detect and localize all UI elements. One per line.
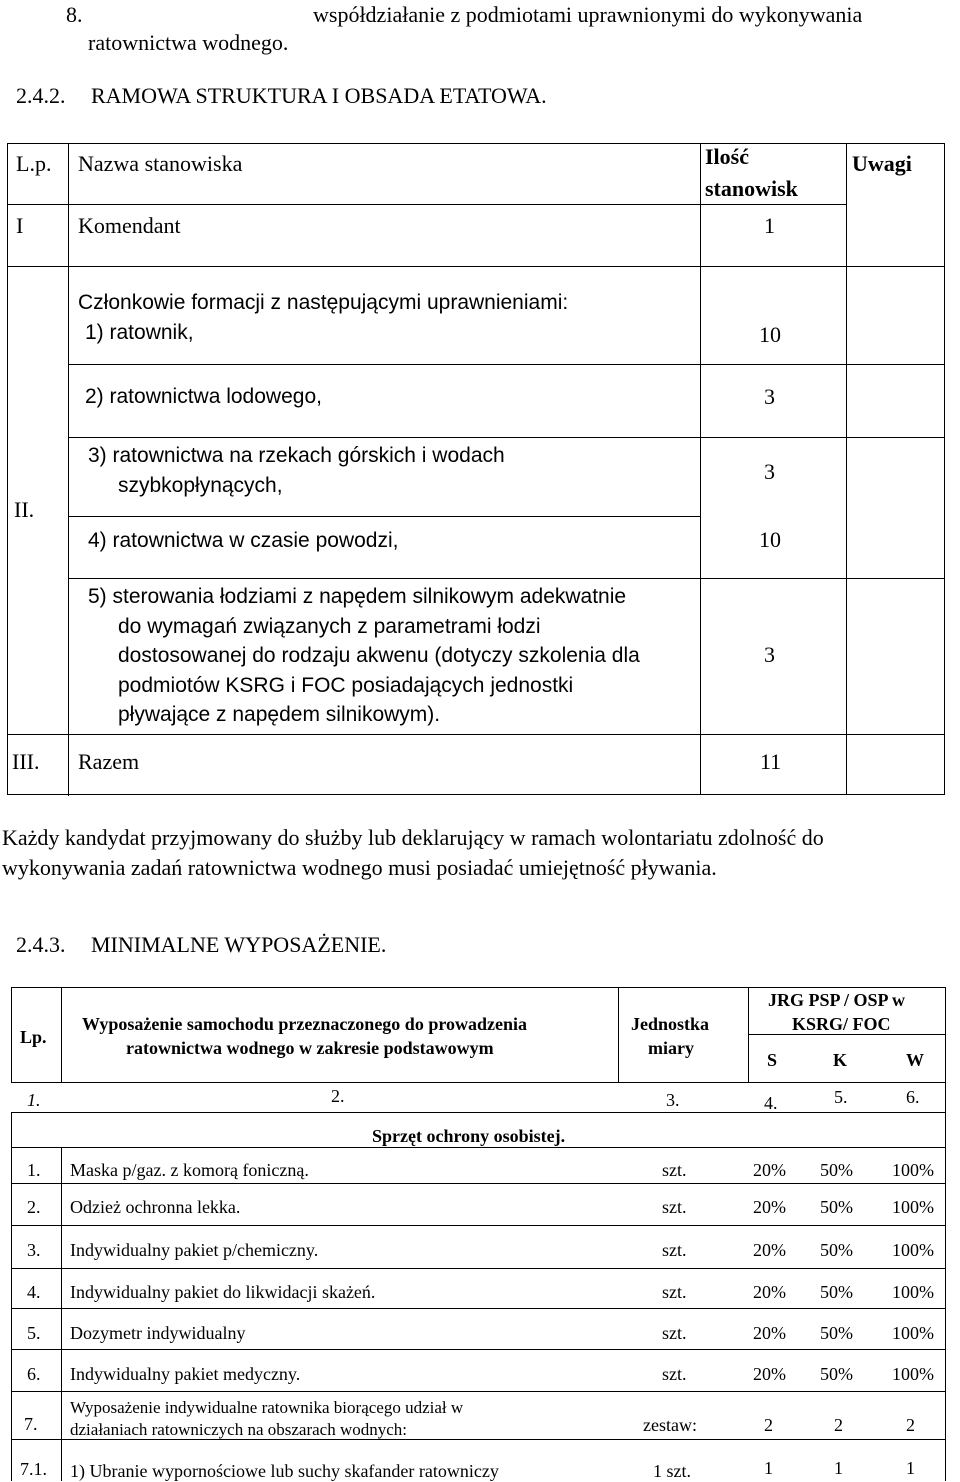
header-unit-line1: Jednostka [631,1014,710,1034]
row-w: 100% [892,1160,934,1180]
sub-item-5-line5: pływające z napędem silnikowym). [118,703,441,726]
header-position-name: Nazwa stanowiska [78,151,243,176]
sub-item-3-line2: szybkopłynących, [118,474,283,497]
row-lp: 7. [24,1414,38,1434]
row-name: Indywidualny pakiet medyczny. [70,1364,301,1384]
row-name-line2: działaniach ratowniczych na obszarach wodnych: [70,1420,408,1439]
sub-item-5-line4: podmiotów KSRG i FOC posiadających jednostki [118,674,574,697]
column-number: 3. [666,1090,680,1110]
row-name: 1) Ubranie wypornościowe lub suchy skafander ratowniczy [70,1461,499,1481]
header-group-line2: KSRG/ FOC [792,1014,891,1034]
header-group-line1: JRG PSP / OSP w [768,990,906,1010]
row-name: Odzież ochronna lekka. [70,1197,241,1217]
header-lp: Lp. [20,1027,47,1047]
row-lp: 7.1. [20,1459,47,1479]
row-s: 20% [753,1197,786,1217]
row-s: 2 [764,1415,773,1435]
row-k: 50% [820,1364,853,1384]
row-s: 20% [753,1282,786,1302]
column-number: 1. [27,1090,41,1110]
column-number: 5. [834,1087,848,1107]
row-s: 20% [753,1323,786,1343]
row-name: Indywidualny pakiet do likwidacji skażeń. [70,1282,376,1302]
row-lp: 2. [27,1197,41,1217]
item-text-line2: ratownictwa wodnego. [88,30,289,55]
row-unit: szt. [662,1364,687,1384]
row-k: 50% [820,1240,853,1260]
row-w: 100% [892,1197,934,1217]
row-name: Dozymetr indywidualny [70,1323,246,1343]
row-lp: 4. [27,1282,41,1302]
column-number: 6. [906,1087,920,1107]
row-name: Maska p/gaz. z komorą foniczną. [70,1160,309,1180]
sub-item-4: 4) ratownictwa w czasie powodzi, [88,529,399,552]
row-lp: 5. [27,1323,41,1343]
item-number: 8. [66,2,83,27]
row-total-count: 11 [760,749,782,774]
sub-item-3-line1: 3) ratownictwa na rzekach górskich i wodach [88,444,505,467]
row-unit: zestaw: [643,1415,697,1435]
sub-item-1: 1) ratownik, [85,321,194,344]
header-unit-line2: miary [648,1038,694,1058]
header-notes: Uwagi [852,151,912,176]
sub-item-5-line2: do wymagań związanych z parametrami łodzi [118,615,541,638]
section-number: 2.4.3. [16,932,66,957]
header-count-line1: Ilość [705,144,749,169]
row-s: 20% [753,1160,786,1180]
row-lp: I [16,213,24,238]
row-position-name: Komendant [78,213,181,238]
row-s: 1 [764,1458,773,1478]
row-lp: III. [12,749,40,774]
header-equipment-line2: ratownictwa wodnego w zakresie podstawowym [126,1038,494,1058]
header-lp: L.p. [16,151,52,176]
row-name-line1: Wyposażenie indywidualne ratownika biorącego udział w [70,1398,464,1417]
row-w: 100% [892,1282,934,1302]
sub-item-count: 10 [759,322,781,347]
row-w: 1 [906,1458,915,1478]
row-unit: szt. [662,1160,687,1180]
sub-item-count: 3 [764,459,775,484]
row-k: 50% [820,1160,853,1180]
row-intro: Członkowie formacji z następującymi uprawnieniami: [78,291,569,314]
section-number: 2.4.2. [16,83,66,108]
row-lp: 6. [27,1364,41,1384]
item-text-line1: współdziałanie z podmiotami uprawnionymi do wykonywania [313,2,863,27]
row-w: 2 [906,1415,915,1435]
row-lp: II. [14,497,35,522]
header-count-line2: stanowisk [705,176,798,201]
header-s: S [767,1050,778,1070]
sub-item-5-line3: dostosowanej do rodzaju akwenu (dotyczy szkolenia dla [118,644,640,667]
row-unit: szt. [662,1197,687,1217]
row-w: 100% [892,1364,934,1384]
row-w: 100% [892,1323,934,1343]
row-unit: szt. [662,1240,687,1260]
equipment-section-title: Sprzęt ochrony osobistej. [372,1126,566,1146]
row-name: Indywidualny pakiet p/chemiczny. [70,1240,319,1260]
row-k: 2 [834,1415,843,1435]
row-unit: szt. [662,1323,687,1343]
header-k: K [833,1050,848,1070]
row-lp: 1. [27,1160,41,1180]
row-unit: szt. [662,1282,687,1302]
row-k: 50% [820,1282,853,1302]
row-k: 50% [820,1197,853,1217]
row-count: 1 [764,213,775,238]
section-title: MINIMALNE WYPOSAŻENIE. [91,932,387,957]
paragraph-line1: Każdy kandydat przyjmowany do służby lub deklarujący w ramach wolontariatu zdolność do [2,825,824,850]
row-w: 100% [892,1240,934,1260]
column-number: 2. [331,1086,345,1106]
sub-item-count: 3 [764,384,775,409]
header-equipment-line1: Wyposażenie samochodu przeznaczonego do prowadzenia [82,1014,527,1034]
sub-item-2: 2) ratownictwa lodowego, [85,385,322,408]
sub-item-count: 10 [759,527,781,552]
column-number: 4. [764,1093,778,1113]
row-s: 20% [753,1240,786,1260]
row-unit: 1 szt. [653,1461,691,1481]
header-w: W [906,1050,924,1070]
row-k: 1 [834,1458,843,1478]
row-total-label: Razem [78,749,140,774]
row-k: 50% [820,1323,853,1343]
sub-item-count: 3 [764,642,775,667]
sub-item-5-line1: 5) sterowania łodziami z napędem silnikowym adekwatnie [88,585,627,608]
section-title: RAMOWA STRUKTURA I OBSADA ETATOWA. [91,83,547,108]
row-s: 20% [753,1364,786,1384]
paragraph-line2: wykonywania zadań ratownictwa wodnego musi posiadać umiejętność pływania. [2,855,717,880]
row-lp: 3. [27,1240,41,1260]
